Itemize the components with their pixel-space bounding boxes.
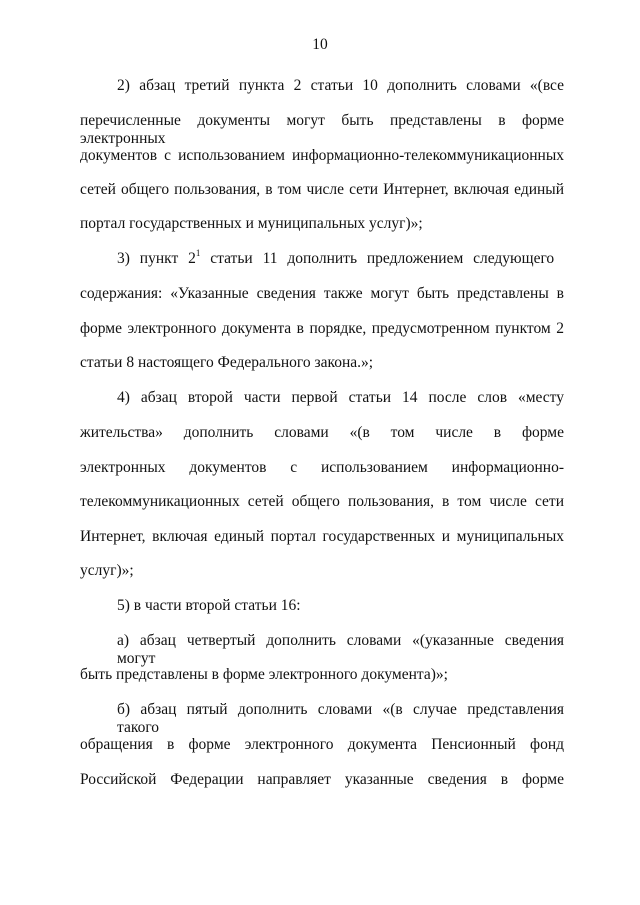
text-line: электронных документов с использованием информационно- (80, 459, 564, 476)
text-line: Интернет, включая единый портал государственных и муниципальных (80, 528, 564, 545)
text-line: б) абзац пятый дополнить словами «(в случае представления такого (117, 701, 564, 736)
text-line: сетей общего пользования, в том числе сети Интернет, включая единый (80, 181, 564, 198)
text-line: услуг)»; (80, 562, 134, 579)
text-fragment: 3) пункт 2 (117, 250, 196, 267)
text-line: обращения в форме электронного документа Пенсионный фонд (80, 736, 564, 753)
text-line: 5) в части второй статьи 16: (117, 597, 301, 614)
text-line: 2) абзац третий пункта 2 статьи 10 дополнить словами «(все (117, 77, 564, 94)
text-line: Российской Федерации направляет указанные сведения в форме (80, 771, 564, 788)
text-line: 4) абзац второй части первой статьи 14 после слов «месту (117, 389, 564, 406)
text-line: перечисленные документы могут быть представлены в форме электронных (80, 112, 564, 147)
text-line: статьи 8 настоящего Федерального закона.»; (80, 354, 374, 371)
text-fragment: статьи 11 дополнить предложением следующего (200, 250, 555, 267)
text-line: документов с использованием информационно-телекоммуникационных (80, 147, 564, 164)
superscript: 1 (195, 248, 201, 258)
text-line: портал государственных и муниципальных услуг)»; (80, 215, 423, 232)
text-line: жительства» дополнить словами «(в том числе в форме (80, 424, 564, 441)
text-line: форме электронного документа в порядке, предусмотренном пунктом 2 (80, 320, 564, 337)
text-line: содержания: «Указанные сведения также могут быть представлены в (80, 285, 564, 302)
text-line: а) абзац четвертый дополнить словами «(указанные сведения могут (117, 632, 564, 667)
text-line: телекоммуникационных сетей общего пользования, в том числе сети (80, 493, 564, 510)
text-line: быть представлены в форме электронного документа)»; (80, 666, 448, 683)
text-line (117, 250, 564, 268)
page-number: 10 (312, 36, 328, 53)
